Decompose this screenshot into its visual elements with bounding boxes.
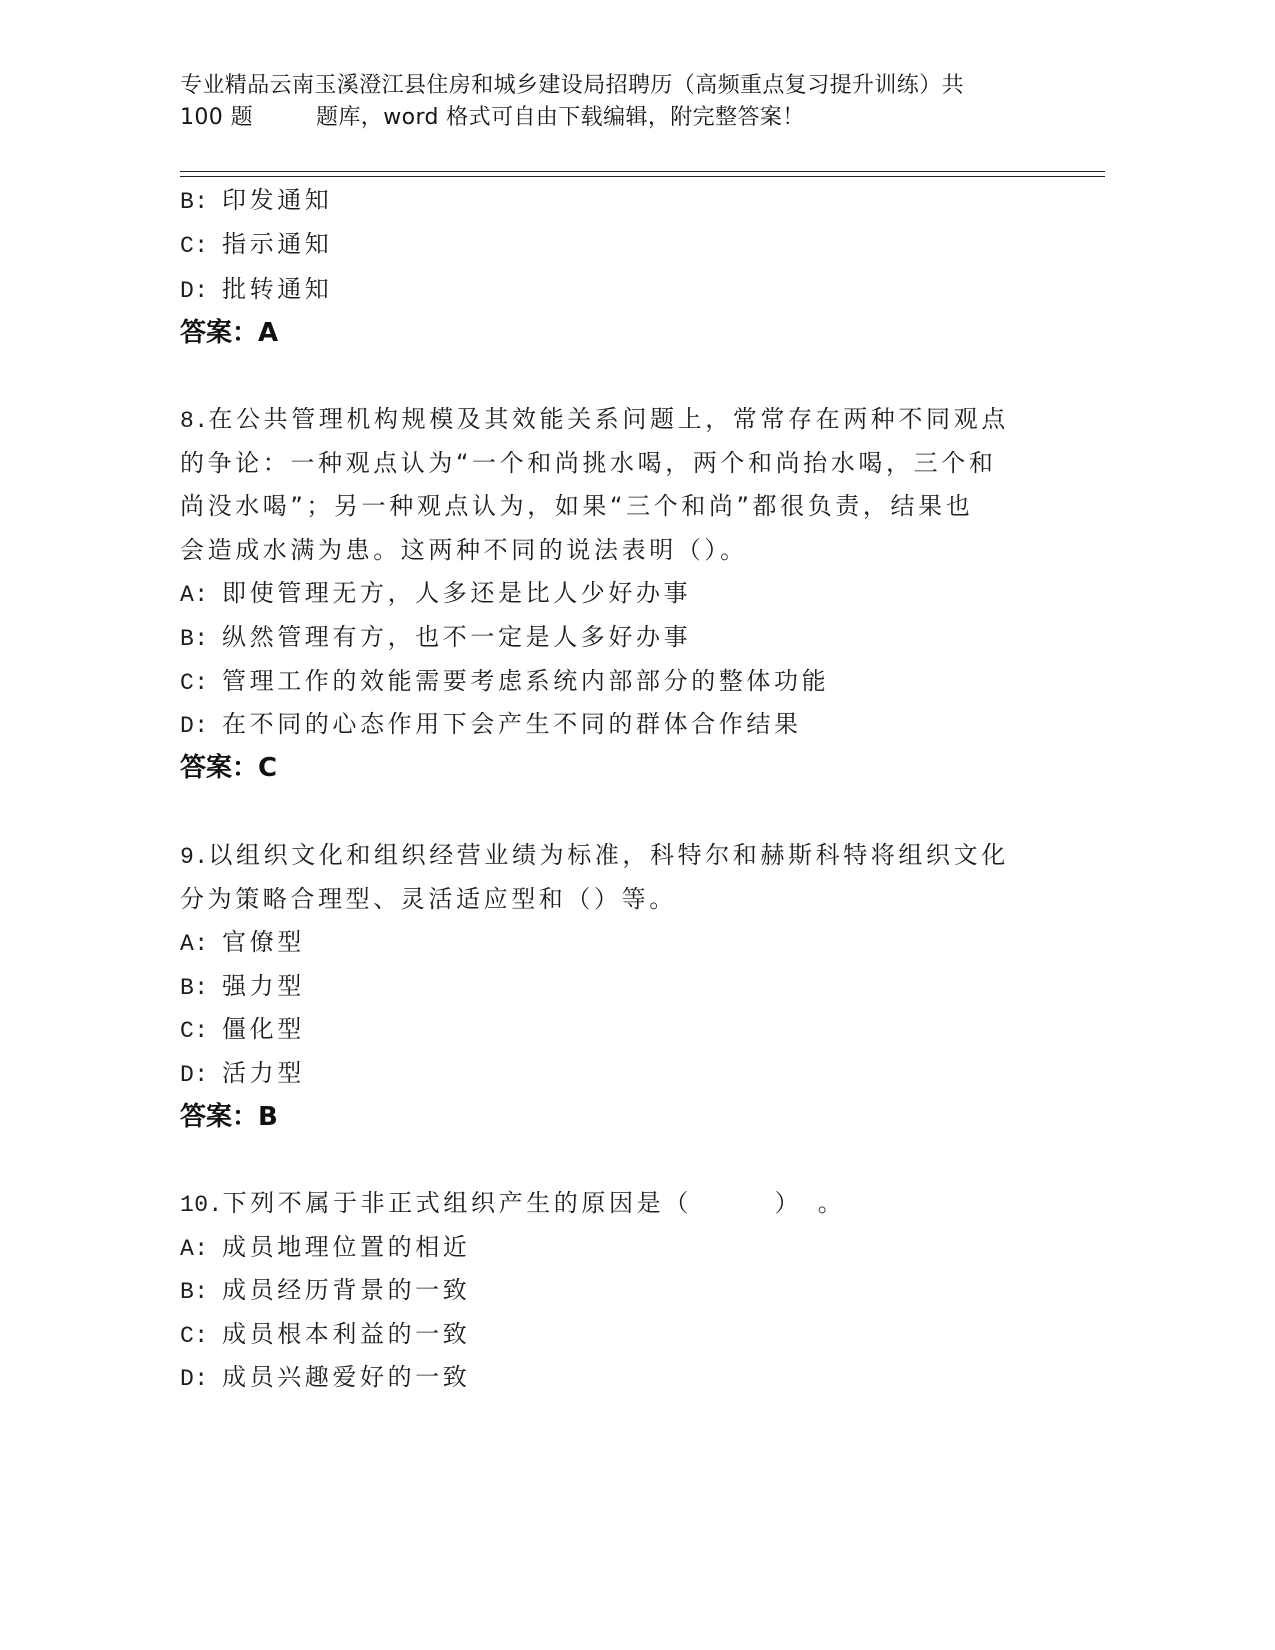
option-d bbox=[180, 1356, 1080, 1400]
option-text: 成员兴趣爱好的一致 bbox=[222, 1363, 471, 1392]
option-d bbox=[180, 1052, 1080, 1096]
previous-question-tail bbox=[180, 178, 1080, 356]
option-a bbox=[180, 572, 1080, 616]
option-label: B: bbox=[180, 974, 209, 1001]
option-text: 活力型 bbox=[222, 1058, 305, 1087]
option-b bbox=[180, 616, 1080, 660]
option-a bbox=[180, 1226, 1080, 1270]
answer-value: C bbox=[258, 752, 278, 783]
answer-label: 答案： bbox=[180, 752, 259, 783]
option-text: 强力型 bbox=[222, 971, 305, 1000]
option-b bbox=[180, 965, 1080, 1009]
question-text-line: 的争论：一种观点认为“一个和尚挑水喝，两个和尚抬水喝，三个和 bbox=[180, 448, 997, 477]
option-label: D: bbox=[180, 277, 209, 304]
option-text: 在不同的心态作用下会产生不同的群体合作结果 bbox=[222, 710, 802, 739]
option-b bbox=[180, 1269, 1080, 1313]
option-text: 印发通知 bbox=[222, 186, 333, 214]
question-text: 以组织文化和组织经营业绩为标准，科特尔和赫斯科特将组织文化 bbox=[208, 841, 1009, 869]
option-label: A: bbox=[180, 931, 209, 958]
option-d bbox=[180, 703, 1080, 747]
option-text: 批转通知 bbox=[222, 274, 333, 303]
option-c bbox=[180, 1008, 1080, 1052]
header-description: 题库，word 格式可自由下载编辑，附完整答案！ bbox=[316, 105, 805, 130]
option-b bbox=[180, 178, 1080, 222]
option-d bbox=[180, 267, 1080, 311]
option-c bbox=[180, 660, 1080, 704]
option-label: C: bbox=[180, 669, 209, 696]
question-text-line: 尚没水喝”；另一种观点认为，如果“三个和尚”都很负责，结果也 bbox=[180, 492, 974, 521]
question-8 bbox=[180, 398, 1080, 790]
question-text-line: 分为策略合理型、灵活适应型和（）等。 bbox=[180, 884, 677, 913]
header-line-2 bbox=[180, 102, 1060, 134]
header-line-1: 专业精品云南玉溪澄江县住房和城乡建设局招聘历（高频重点复习提升训练）共 bbox=[180, 73, 965, 98]
option-label: C: bbox=[180, 233, 209, 260]
answer-label: 答案： bbox=[180, 1101, 259, 1132]
header-question-count: 100 题 bbox=[180, 105, 253, 130]
question-10 bbox=[180, 1182, 1080, 1400]
option-label: D: bbox=[180, 1061, 209, 1088]
header-divider-bottom bbox=[180, 176, 1105, 177]
option-label: D: bbox=[180, 1366, 209, 1393]
option-label: D: bbox=[180, 713, 209, 740]
option-label: B: bbox=[180, 189, 209, 215]
answer-value: B bbox=[258, 1101, 278, 1132]
document-header bbox=[180, 70, 1060, 134]
header-divider-top bbox=[180, 171, 1105, 172]
answer-value: A bbox=[258, 318, 279, 349]
option-a bbox=[180, 921, 1080, 965]
option-text: 即使管理无方，人多还是比人少好办事 bbox=[222, 579, 692, 608]
question-number: 10. bbox=[180, 1192, 223, 1218]
question-text: 在公共管理机构规模及其效能关系问题上，常常存在两种不同观点 bbox=[208, 405, 1009, 433]
option-text: 成员经历背景的一致 bbox=[222, 1276, 471, 1305]
answer-line bbox=[180, 1096, 1080, 1140]
option-text: 纵然管理有方，也不一定是人多好办事 bbox=[222, 622, 692, 651]
option-label: C: bbox=[180, 1018, 209, 1045]
question-number: 8. bbox=[180, 408, 209, 434]
answer-label: 答案： bbox=[180, 318, 259, 349]
question-number: 9. bbox=[180, 844, 209, 870]
question-text: 下列不属于非正式组织产生的原因是（ ） 。 bbox=[222, 1189, 846, 1217]
question-text-line bbox=[180, 834, 1080, 878]
option-text: 官僚型 bbox=[222, 928, 305, 957]
question-text-line: 会造成水满为患。这两种不同的说法表明（）。 bbox=[180, 535, 748, 564]
option-label: B: bbox=[180, 1279, 209, 1306]
question-9 bbox=[180, 834, 1080, 1139]
question-text-line bbox=[180, 398, 1080, 442]
option-label: A: bbox=[180, 582, 209, 609]
option-text: 管理工作的效能需要考虑系统内部部分的整体功能 bbox=[222, 666, 830, 695]
option-text: 指示通知 bbox=[222, 230, 333, 259]
option-c bbox=[180, 222, 1080, 266]
option-c bbox=[180, 1313, 1080, 1357]
option-text: 僵化型 bbox=[222, 1015, 305, 1044]
question-text-line bbox=[180, 1182, 1080, 1226]
option-text: 成员根本利益的一致 bbox=[222, 1319, 471, 1348]
answer-line bbox=[180, 747, 1080, 791]
answer-line bbox=[180, 311, 1080, 355]
option-label: A: bbox=[180, 1235, 209, 1262]
option-label: B: bbox=[180, 625, 209, 652]
option-text: 成员地理位置的相近 bbox=[222, 1232, 471, 1261]
option-label: C: bbox=[180, 1322, 209, 1349]
